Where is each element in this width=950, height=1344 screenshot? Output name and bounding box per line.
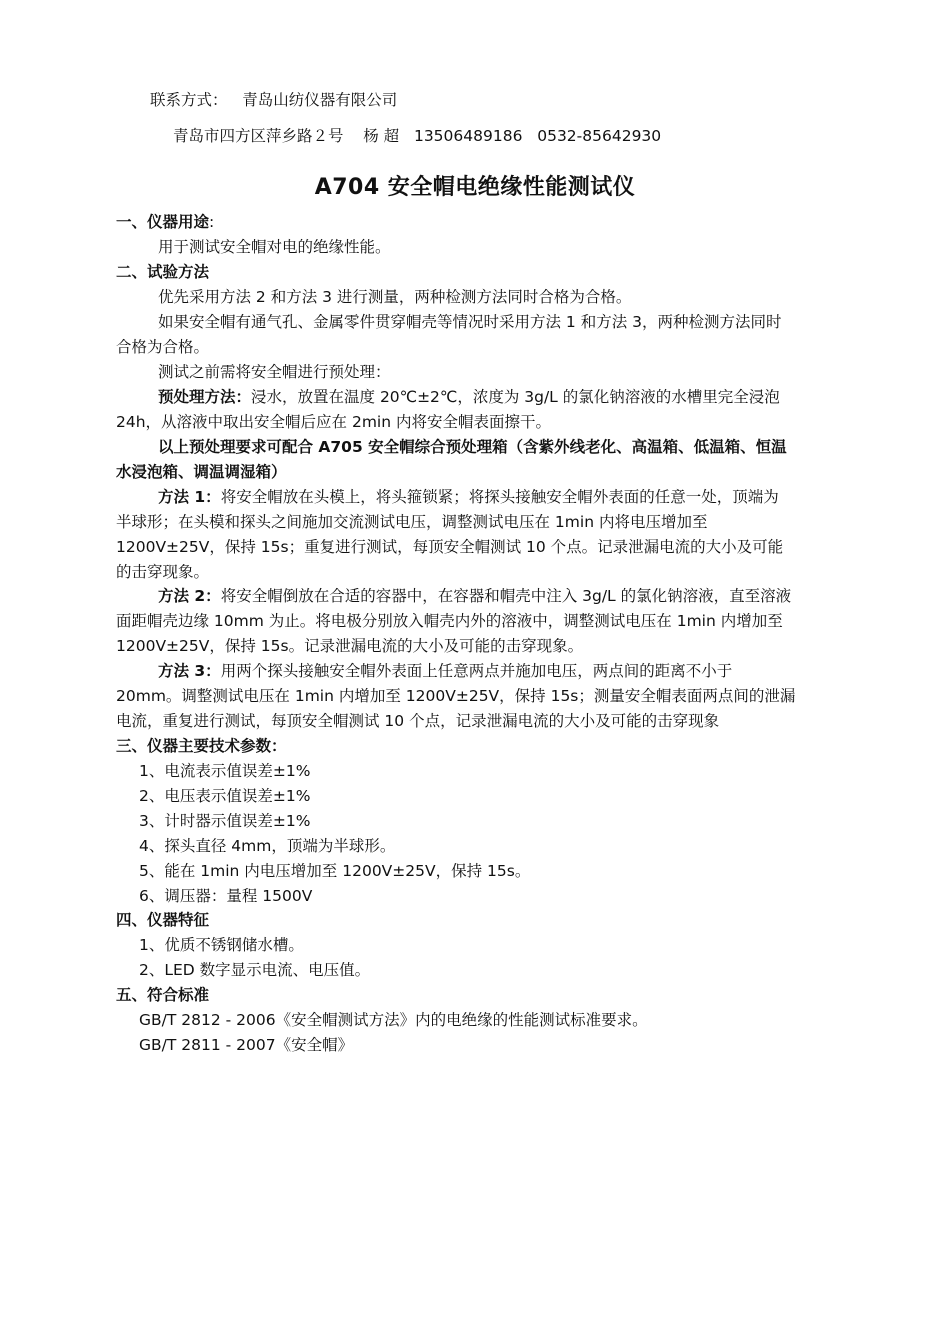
list-item: 2、电压表示值误差±1%	[139, 787, 311, 805]
list-item: 6、调压器：量程 1500V	[139, 887, 313, 905]
list-item: 5、能在 1min 内电压增加至 1200V±25V，保持 15s。	[139, 862, 531, 880]
method-2-line: 方法 2：将安全帽倒放在合适的容器中，在容器和帽壳中注入 3g/L 的氯化钠溶液，直至溶液	[158, 587, 792, 605]
method-1-line: 方法 1：将安全帽放在头模上，将头箍锁紧；将探头接触安全帽外表面的任意一处，顶端为	[158, 488, 779, 506]
pretreatment-line: 预处理方法：浸水，放置在温度 20℃±2℃，浓度为 3g/L 的氯化钠溶液的水槽里完全浸泡	[158, 388, 780, 406]
paragraph: 如果安全帽有通气孔、金属零件贯穿帽壳等情况时采用方法 1 和方法 3，两种检测方法同时	[158, 313, 782, 331]
mobile-number: 13506489186	[413, 127, 523, 145]
paragraph: 合格为合格。	[116, 338, 210, 356]
section-2-heading: 二、试验方法	[116, 263, 210, 281]
paragraph: 电流，重复进行测试，每顶安全帽测试 10 个点，记录泄漏电流的大小及可能的击穿现象	[116, 712, 720, 730]
document-title: A704 安全帽电绝缘性能测试仪	[314, 175, 636, 200]
method-3-label: 方法 3：	[158, 662, 221, 680]
paragraph: 优先采用方法 2 和方法 3 进行测量，两种检测方法同时合格为合格。	[158, 288, 632, 306]
contact-person: 杨 超	[363, 127, 400, 145]
contact-line	[150, 88, 397, 112]
address: 青岛市四方区萍乡路２号	[173, 127, 344, 145]
standard-item: GB/T 2812 - 2006《安全帽测试方法》内的电绝缘的性能测试标准要求。	[139, 1011, 648, 1029]
paragraph: 24h，从溶液中取出安全帽后应在 2min 内将安全帽表面擦干。	[116, 413, 551, 431]
section-1-text: 用于测试安全帽对电的绝缘性能。	[158, 238, 391, 256]
list-item: 1、电流表示值误差±1%	[139, 762, 311, 780]
bold-note: 以上预处理要求可配合 A705 安全帽综合预处理箱（含紫外线老化、高温箱、低温箱、恒温	[158, 438, 787, 456]
phone-number: 0532-85642930	[537, 127, 662, 145]
section-4-heading: 四、仪器特征	[116, 911, 210, 929]
list-item: 1、优质不锈钢储水槽。	[139, 936, 304, 954]
bold-note: 水浸泡箱、调温调湿箱）	[116, 463, 287, 481]
method-1-label: 方法 1：	[158, 488, 221, 506]
contact-label: 联系方式：	[150, 91, 228, 109]
list-item: 3、计时器示值误差±1%	[139, 812, 311, 830]
company-name: 青岛山纺仪器有限公司	[242, 91, 398, 109]
section-1-heading: 一、仪器用途:	[116, 213, 215, 231]
method-3-line: 方法 3：用两个探头接触安全帽外表面上任意两点并施加电压，两点间的距离不小于	[158, 662, 733, 680]
standard-item: GB/T 2811 - 2007《安全帽》	[139, 1036, 354, 1054]
paragraph: 测试之前需将安全帽进行预处理：	[158, 363, 391, 381]
section-3-heading: 三、仪器主要技术参数：	[116, 737, 287, 755]
list-item: 2、LED 数字显示电流、电压值。	[139, 961, 371, 979]
paragraph: 面距帽壳边缘 10mm 为止。将电极分别放入帽壳内外的溶液中，调整测试电压在 1min 内增加至	[116, 612, 783, 630]
paragraph: 的击穿现象。	[116, 563, 210, 581]
paragraph: 1200V±25V，保持 15s；重复进行测试，每顶安全帽测试 10 个点。记录泄漏电流的大小及可能	[116, 538, 784, 556]
paragraph: 1200V±25V，保持 15s。记录泄漏电流的大小及可能的击穿现象。	[116, 637, 584, 655]
address-line	[173, 124, 661, 148]
list-item: 4、探头直径 4mm，顶端为半球形。	[139, 837, 396, 855]
paragraph: 半球形；在头模和探头之间施加交流测试电压，调整测试电压在 1min 内将电压增加至	[116, 513, 708, 531]
pretreatment-label: 预处理方法：	[158, 388, 252, 406]
method-2-label: 方法 2：	[158, 587, 221, 605]
paragraph: 20mm。调整测试电压在 1min 内增加至 1200V±25V，保持 15s；测量安全帽表面两点间的泄漏	[116, 687, 796, 705]
section-5-heading: 五、符合标准	[116, 986, 210, 1004]
